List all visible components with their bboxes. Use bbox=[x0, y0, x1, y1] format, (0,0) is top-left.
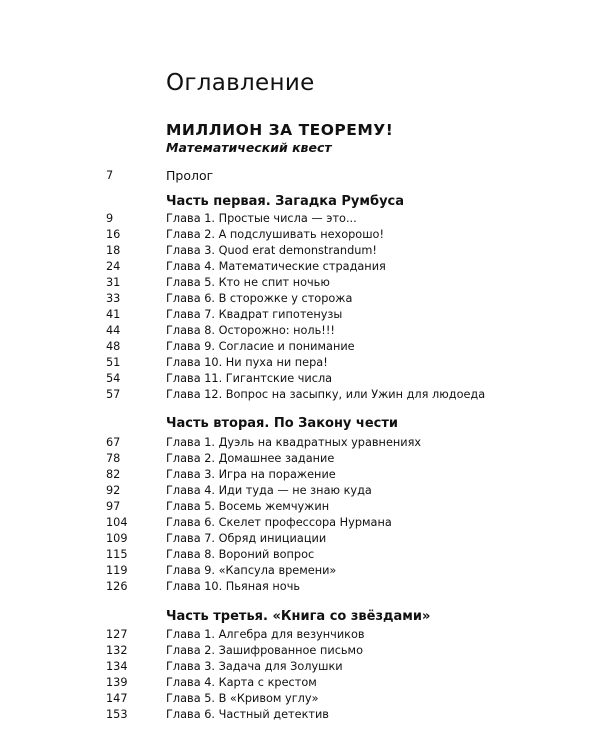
toc-page-number: 31 bbox=[106, 276, 121, 289]
toc-entry-title: Глава 5. В «Кривом углу» bbox=[166, 692, 319, 705]
toc-entry-title: Глава 9. «Капсула времени» bbox=[166, 564, 337, 577]
toc-entry-title: Глава 3. Задача для Золушки bbox=[166, 660, 343, 673]
toc-entry[interactable] bbox=[0, 563, 600, 579]
toc-entry[interactable] bbox=[0, 387, 600, 403]
toc-page-number: 104 bbox=[106, 516, 128, 529]
toc-page-number: 153 bbox=[106, 708, 128, 721]
toc-entry-title: Глава 7. Квадрат гипотенузы bbox=[166, 308, 343, 321]
toc-entry-title: Глава 2. Домашнее задание bbox=[166, 452, 335, 465]
toc-page-number: 7 bbox=[106, 169, 114, 182]
toc-page-number: 109 bbox=[106, 532, 128, 545]
toc-entry[interactable] bbox=[0, 339, 600, 355]
toc-page-number: 147 bbox=[106, 692, 128, 705]
page-title: Оглавление bbox=[166, 70, 315, 96]
toc-entry-title: Глава 12. Вопрос на засыпку, или Ужин для людоеда bbox=[166, 388, 486, 401]
toc-entry[interactable] bbox=[0, 211, 600, 227]
toc-entry[interactable] bbox=[0, 451, 600, 467]
toc-page-number: 82 bbox=[106, 468, 121, 481]
toc-page-number: 132 bbox=[106, 644, 128, 657]
toc-entry[interactable] bbox=[0, 355, 600, 371]
toc-entry-title: Глава 6. Частный детектив bbox=[166, 708, 329, 721]
toc-entry-title: Глава 9. Согласие и понимание bbox=[166, 340, 355, 353]
toc-entry-title: Глава 6. Скелет профессора Нурмана bbox=[166, 516, 392, 529]
part-heading-1: Часть первая. Загадка Румбуса bbox=[166, 194, 405, 209]
toc-page-number: 127 bbox=[106, 628, 128, 641]
toc-page-number: 16 bbox=[106, 228, 121, 241]
toc-entry-prolog[interactable] bbox=[0, 168, 600, 184]
toc-entry-title: Глава 8. Осторожно: ноль!!! bbox=[166, 324, 335, 337]
toc-entry[interactable] bbox=[0, 547, 600, 563]
toc-entry-title: Глава 5. Кто не спит ночью bbox=[166, 276, 330, 289]
toc-entry-title: Глава 8. Вороний вопрос bbox=[166, 548, 315, 561]
toc-entry-title: Глава 4. Математические страдания bbox=[166, 260, 386, 273]
toc-entry-title: Глава 7. Обряд инициации bbox=[166, 532, 327, 545]
toc-entry-title: Глава 2. А подслушивать нехорошо! bbox=[166, 228, 385, 241]
toc-entry-title: Глава 4. Карта с крестом bbox=[166, 676, 317, 689]
toc-page-number: 92 bbox=[106, 484, 121, 497]
toc-entry-title: Глава 10. Пьяная ночь bbox=[166, 580, 301, 593]
toc-page-number: 139 bbox=[106, 676, 128, 689]
toc-entry-title: Глава 1. Алгебра для везунчиков bbox=[166, 628, 365, 641]
toc-page-number: 33 bbox=[106, 292, 121, 305]
toc-entry-title: Глава 3. Игра на поражение bbox=[166, 468, 336, 481]
toc-entry-title: Глава 10. Ни пуха ни пера! bbox=[166, 356, 328, 369]
toc-entry-title: Глава 1. Дуэль на квадратных уравнениях bbox=[166, 436, 422, 449]
toc-page-number: 51 bbox=[106, 356, 121, 369]
toc-page-number: 48 bbox=[106, 340, 121, 353]
toc-page-number: 57 bbox=[106, 388, 121, 401]
toc-entry[interactable] bbox=[0, 259, 600, 275]
toc-entry[interactable] bbox=[0, 531, 600, 547]
toc-entry[interactable] bbox=[0, 435, 600, 451]
toc-entry-title: Глава 6. В сторожке у сторожа bbox=[166, 292, 353, 305]
toc-entry-title: Глава 3. Quod erat demonstrandum! bbox=[166, 244, 377, 257]
book-subtitle: Математический квест bbox=[166, 140, 332, 155]
toc-page-number: 24 bbox=[106, 260, 121, 273]
toc-entry[interactable] bbox=[0, 627, 600, 643]
toc-page-number: 126 bbox=[106, 580, 128, 593]
toc-entry[interactable] bbox=[0, 467, 600, 483]
toc-page-number: 115 bbox=[106, 548, 128, 561]
toc-page-number: 78 bbox=[106, 452, 121, 465]
toc-page-number: 9 bbox=[106, 212, 114, 225]
part-heading-3: Часть третья. «Книга со звёздами» bbox=[166, 609, 431, 624]
toc-entry[interactable] bbox=[0, 483, 600, 499]
toc-page-number: 54 bbox=[106, 372, 121, 385]
toc-entry[interactable] bbox=[0, 659, 600, 675]
toc-entry[interactable] bbox=[0, 515, 600, 531]
toc-entry[interactable] bbox=[0, 243, 600, 259]
toc-entry[interactable] bbox=[0, 323, 600, 339]
toc-entry-title: Глава 5. Восемь жемчужин bbox=[166, 500, 330, 513]
toc-entry[interactable] bbox=[0, 707, 600, 723]
toc-entry[interactable] bbox=[0, 499, 600, 515]
part-heading-2: Часть вторая. По Закону чести bbox=[166, 416, 399, 431]
toc-page-number: 119 bbox=[106, 564, 128, 577]
toc-entry[interactable] bbox=[0, 643, 600, 659]
toc-page-number: 44 bbox=[106, 324, 121, 337]
toc-entry-title: Глава 2. Зашифрованное письмо bbox=[166, 644, 363, 657]
toc-entry-title: Глава 4. Иди туда — не знаю куда bbox=[166, 484, 372, 497]
toc-entry[interactable] bbox=[0, 291, 600, 307]
toc-entry-title: Глава 1. Простые числа — это... bbox=[166, 212, 357, 225]
toc-page-number: 41 bbox=[106, 308, 121, 321]
toc-page-number: 67 bbox=[106, 436, 121, 449]
toc-entry[interactable] bbox=[0, 675, 600, 691]
toc-entry-title: Глава 11. Гигантские числа bbox=[166, 372, 333, 385]
book-title: МИЛЛИОН ЗА ТЕОРЕМУ! bbox=[166, 121, 394, 139]
toc-entry[interactable] bbox=[0, 227, 600, 243]
toc-page-number: 97 bbox=[106, 500, 121, 513]
toc-entry[interactable] bbox=[0, 371, 600, 387]
toc-entry[interactable] bbox=[0, 579, 600, 595]
toc-entry[interactable] bbox=[0, 691, 600, 707]
toc-entry[interactable] bbox=[0, 275, 600, 291]
toc-entry[interactable] bbox=[0, 307, 600, 323]
toc-page-number: 134 bbox=[106, 660, 128, 673]
toc-page-number: 18 bbox=[106, 244, 121, 257]
toc-entry-title: Пролог bbox=[166, 168, 214, 183]
